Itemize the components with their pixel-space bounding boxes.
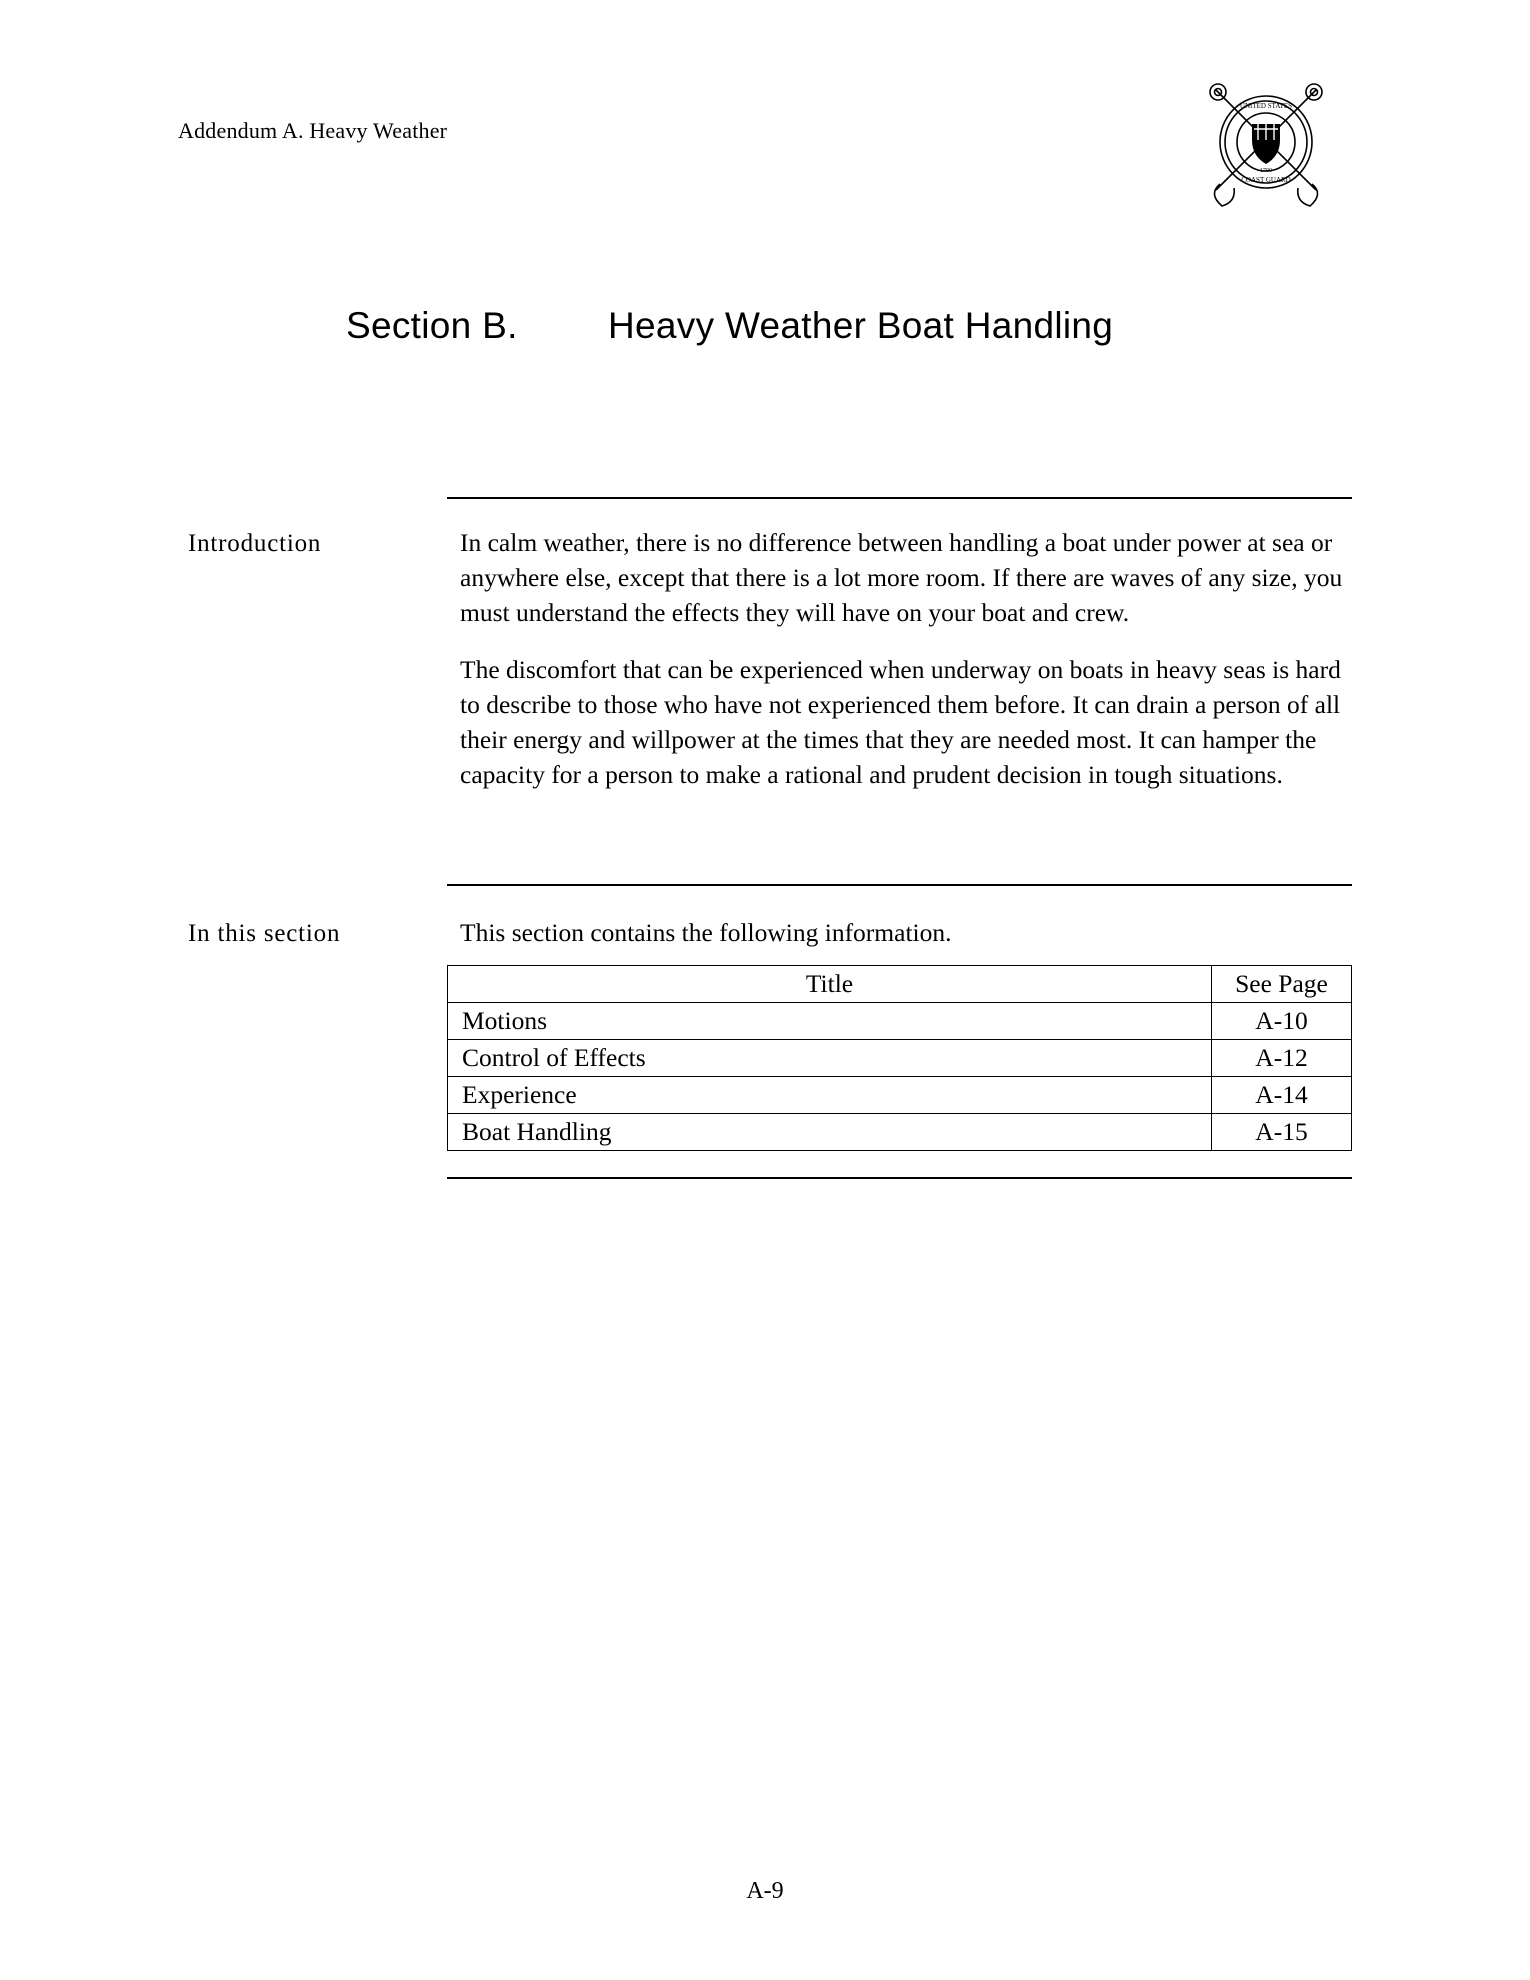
table-cell-page: A-10 (1212, 1003, 1352, 1040)
svg-text:1790: 1790 (1260, 168, 1272, 174)
introduction-body (460, 525, 1356, 792)
in-this-section-intro: This section contains the following information. (460, 918, 952, 947)
table-cell-title: Boat Handling (448, 1114, 1212, 1151)
rule-bottom (447, 1177, 1352, 1179)
table-row (448, 1114, 1352, 1151)
intro-paragraph-2: The discomfort that can be experienced when underway on boats in heavy seas is hard to describe to those who have not experienced them before. It can drain a person of all their energy and willpower at the times that they are needed most. It can hamper the capacity for a person to make a rational and prudent decision in tough situations. (460, 655, 1341, 789)
section-label: Section B. (346, 305, 518, 346)
table-cell-page: A-15 (1212, 1114, 1352, 1151)
rule-top (447, 497, 1352, 499)
table-header-title: Title (448, 966, 1212, 1003)
block-label-introduction: Introduction (188, 530, 322, 557)
table-row (448, 1077, 1352, 1114)
svg-text:UNITED STATES: UNITED STATES (1239, 102, 1293, 110)
section-title-text: Heavy Weather Boat Handling (608, 305, 1114, 346)
in-this-section-body (460, 915, 1356, 950)
table-header-row (448, 966, 1352, 1003)
table-cell-title: Control of Effects (448, 1040, 1212, 1077)
intro-paragraph-1: In calm weather, there is no difference between handling a boat under power at sea or anywhere else, except that there is a lot more room. If there are waves of any size, you must understand the effects they will have on your boat and crew. (460, 528, 1343, 627)
table-cell-page: A-14 (1212, 1077, 1352, 1114)
running-head: Addendum A. Heavy Weather (178, 118, 448, 143)
rule-middle (447, 884, 1352, 886)
section-contents-table (447, 965, 1352, 1151)
page-title (346, 305, 1406, 347)
block-label-in-this-section: In this section (188, 920, 341, 947)
svg-text:COAST GUARD: COAST GUARD (1241, 176, 1291, 184)
table-cell-page: A-12 (1212, 1040, 1352, 1077)
table-header-see-page: See Page (1212, 966, 1352, 1003)
page-number: A-9 (746, 1878, 784, 1904)
table-cell-title: Experience (448, 1077, 1212, 1114)
coast-guard-seal-icon (1196, 72, 1336, 212)
table-cell-title: Motions (448, 1003, 1212, 1040)
table-row (448, 1040, 1352, 1077)
table-row (448, 1003, 1352, 1040)
